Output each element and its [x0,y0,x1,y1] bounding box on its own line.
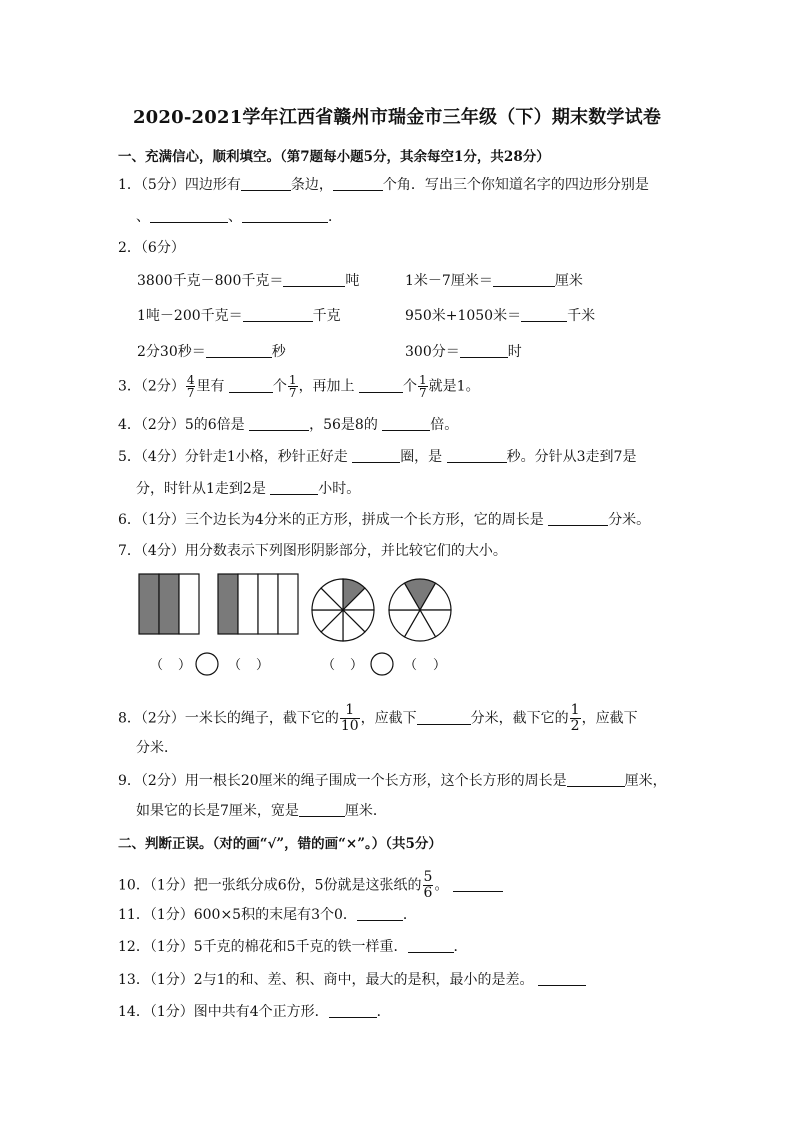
q3-text-g: 就是1。 [428,378,480,395]
q3-fraction-1: $\frac{4}{7}$ [186,373,195,400]
q7-paren-4-close: ） [433,658,447,673]
q1-blank-1[interactable] [241,176,291,191]
rect2-part-3 [258,574,278,634]
q4-text-c: 倍。 [430,417,459,433]
q7-paren-2-open: （ [228,658,242,673]
rect2-part-4 [278,574,298,634]
q11-text-b: ． [402,907,417,923]
q2-row2-left [137,306,341,326]
q2-r1r-text: 1米－7厘米＝ [405,273,493,289]
q10-text-b: 。 [434,877,449,894]
question-4 [118,415,458,435]
q2-r2l-text: 1吨－200千克＝ [137,308,243,324]
q10-text-a: 10．（1分）把一张纸分成6份，5份就是这张纸的 [118,877,422,894]
q2-r3l-text: 2分30秒＝ [137,344,206,360]
question-5-line-2 [136,479,360,499]
q4-blank-1[interactable] [249,416,309,431]
q1-text-d: 、 [136,209,150,225]
q2-r1r-blank[interactable] [493,272,555,287]
q8-text-b: ，应截下 [360,710,417,727]
q5-text-d: 分，时针从1走到2是 [136,481,266,497]
q7-figure [130,568,470,683]
q3-text-e: 个 [403,378,418,395]
rect2-part-2 [238,574,258,634]
q9-text-c: 如果它的长是7厘米，宽是 [136,803,299,819]
q3-text-c: 个 [272,378,287,395]
question-7: 7．（4分）用分数表示下列图形阴影部分，并比较它们的大小。 [118,543,507,559]
rect1-part-1 [139,574,159,634]
q12-blank[interactable] [408,938,454,953]
q13-text-a: 13．（1分）2与1的和、差、积、商中，最大的是积，最小的是差。 [118,972,534,988]
question-12 [118,937,468,957]
q3-text-d: ，再加上 [298,378,355,395]
question-10 [118,870,503,901]
rect1-part-3 [179,574,199,634]
q2-r1l-blank[interactable] [283,272,345,287]
rect-figure-1 [139,574,199,634]
q1-text-f: ． [328,209,342,225]
q5-text-b: 圈，是 [400,449,443,465]
q2-r2r-unit: 千米 [567,308,596,324]
q8-text-c: 分米，截下它的 [470,710,569,727]
q2-r3l-blank[interactable] [206,343,272,358]
q11-text-a: 11．（1分）600×5积的末尾有3个0． [118,907,357,923]
q2-row3-right [405,342,522,362]
q3-fraction-3: $\frac{1}{7}$ [419,373,427,400]
q12-text-a: 12．（1分）5千克的棉花和5千克的铁一样重． [118,939,408,955]
question-8-line-2: 分米． [136,740,178,756]
q5-blank-2[interactable] [447,448,507,463]
q9-blank-2[interactable] [299,802,345,817]
q6-text-b: 分米。 [608,512,651,528]
q1-blank-3[interactable] [150,208,228,223]
q3-blank-2[interactable] [359,378,403,393]
circle-figure-2 [389,579,451,641]
q2-r1l-text: 3800千克－800千克＝ [137,273,284,289]
q7-paren-1-open: （ [150,658,164,673]
q14-text-b: ． [376,1004,391,1020]
q3-text-b: 里有 [196,378,225,395]
question-9-line-2 [136,801,387,821]
q5-text-a: 5．（4分）分针走1小格，秒针正好走 [118,449,348,465]
q2-r2l-blank[interactable] [243,307,313,322]
section-2-heading: 二、判断正误。（对的画“√”，错的画“×”。）（共5分） [118,836,442,852]
question-6 [118,510,650,530]
q8-fraction-2: $\frac{1}{2}$ [570,702,580,734]
q12-text-b: ． [453,939,468,955]
q4-text-b: ，56是8的 [309,417,378,433]
q2-r3l-unit: 秒 [271,344,286,360]
q9-text-d: 厘米． [344,803,387,819]
q2-row1-left [137,271,359,291]
q2-r3r-blank[interactable] [460,343,508,358]
q14-blank[interactable] [329,1003,377,1018]
rect-figure-2 [218,574,298,634]
q2-row3-left [137,342,286,362]
question-2-label: 2．（6分） [118,240,185,256]
page-title: 2020-2021学年江西省赣州市瑞金市三年级（下）期末数学试卷 [132,107,662,128]
q2-r3r-unit: 时 [507,344,522,360]
q7-paren-3-open: （ [322,658,336,673]
question-5 [118,447,636,467]
q10-blank[interactable] [453,877,503,892]
q2-r2r-text: 950米+1050米＝ [405,308,522,324]
q4-text-a: 4．（2分）5的6倍是 [118,417,245,433]
q4-blank-2[interactable] [382,416,430,431]
q11-blank[interactable] [357,906,403,921]
circle-figure-1 [312,579,374,641]
rect2-part-1 [218,574,238,634]
q9-text-a: 9．（2分）用一根长20厘米的绳子围成一个长方形，这个长方形的周长是 [118,773,567,789]
question-3 [118,374,480,399]
q1-blank-2[interactable] [333,176,383,191]
q9-blank-1[interactable] [567,772,625,787]
q6-text-a: 6．（1分）三个边长为4分米的正方形，拼成一个长方形，它的周长是 [118,512,544,528]
question-8 [118,703,638,734]
question-11 [118,905,417,925]
q6-blank-1[interactable] [548,511,608,526]
question-14 [118,1002,391,1022]
q7-compare-circle-1 [196,653,218,675]
q5-blank-1[interactable] [352,448,400,463]
q1-text-a: 1．（5分）四边形有 [118,177,241,193]
q5-blank-3[interactable] [270,480,318,495]
q2-r3r-text: 300分＝ [405,344,460,360]
q10-fraction: $\frac{5}{6}$ [423,869,433,901]
question-1-line-2 [136,207,342,227]
q7-compare-circle-2 [371,653,393,675]
q14-text-a: 14．（1分）图中共有4个正方形． [118,1004,329,1020]
q2-r1r-unit: 厘米 [554,273,583,289]
q3-text-a: 3．（2分） [118,378,185,395]
q8-text-d: ，应截下 [581,710,638,727]
q2-r2r-blank[interactable] [521,307,567,322]
rect1-part-2 [159,574,179,634]
q8-blank-1[interactable] [417,710,471,725]
q7-paren-2-close: ） [256,658,270,673]
q13-blank[interactable] [538,971,586,986]
q8-fraction-1: $\frac{1}{10}$ [340,702,359,734]
question-13 [118,970,586,990]
section-1-heading: 一、充满信心，顺利填空。（第7题每小题5分，其余每空1分，共28分） [118,149,550,165]
q5-text-e: 小时。 [318,481,361,497]
q5-text-c: 秒。分针从3走到7是 [506,449,637,465]
q3-fraction-2: $\frac{1}{7}$ [288,373,297,400]
q2-row2-right [405,306,595,326]
question-9 [118,771,667,791]
question-1 [118,175,649,195]
q9-text-b: 厘米， [624,773,667,789]
q2-r1l-unit: 吨 [345,273,360,289]
q3-blank-1[interactable] [229,378,273,393]
q7-paren-1-close: ） [178,658,192,673]
q2-row1-right [405,271,583,291]
q7-paren-4-open: （ [404,658,418,673]
q7-paren-3-close: ） [350,658,364,673]
q1-text-b: 条边， [290,177,333,193]
q1-text-c: 个角．写出三个你知道名字的四边形分别是 [382,177,649,193]
q2-r2l-unit: 千克 [312,308,341,324]
q8-text-a: 8．（2分）一米长的绳子，截下它的 [118,710,339,727]
q1-blank-4[interactable] [242,208,328,223]
q1-text-e: 、 [228,209,242,225]
